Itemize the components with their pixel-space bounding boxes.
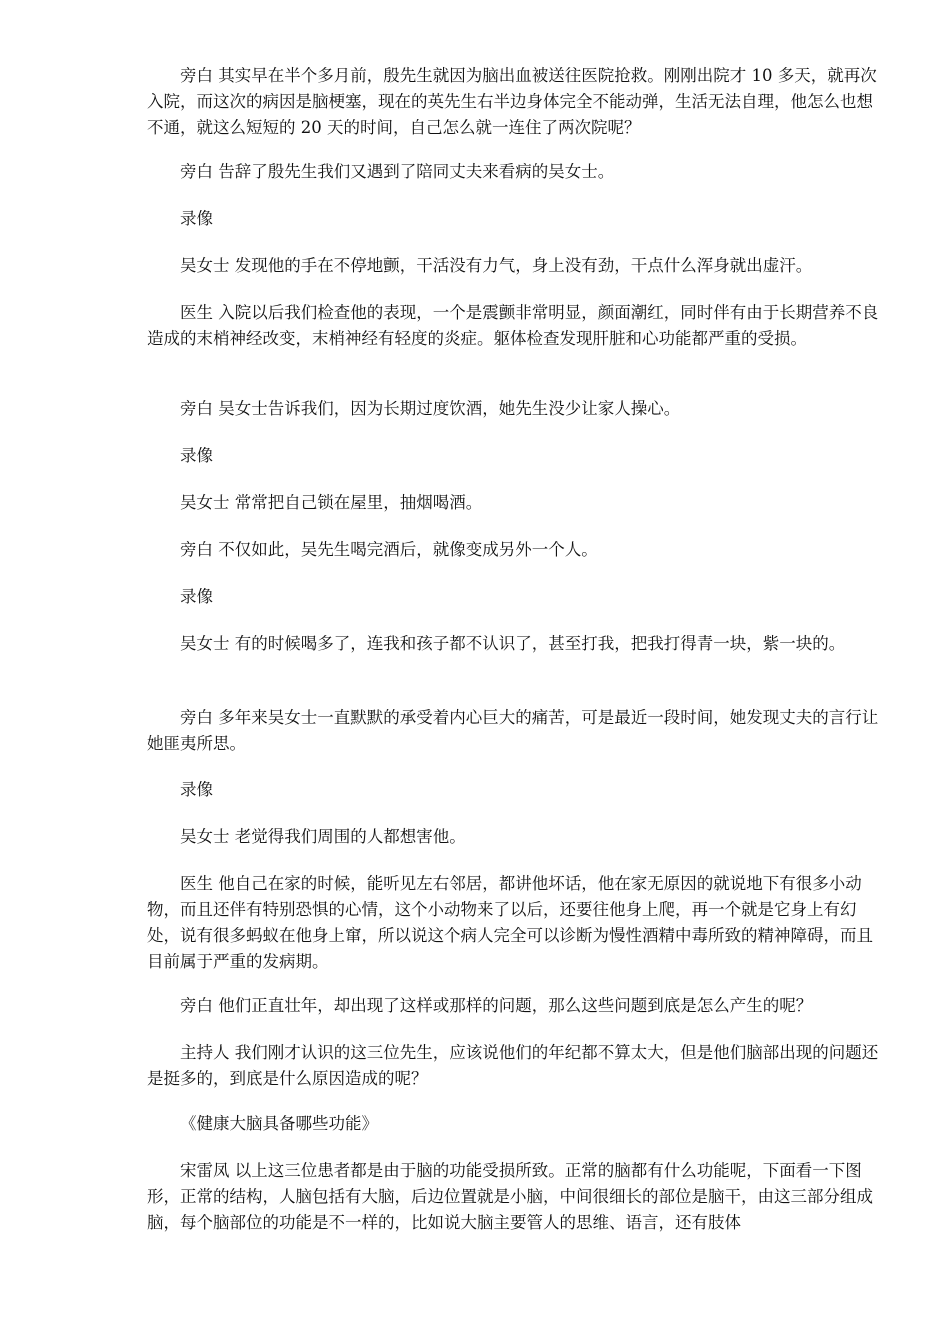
paragraph-narration-2: 旁白 告辞了殷先生我们又遇到了陪同丈夫来看病的吴女士。 xyxy=(180,162,615,181)
paragraph-video-1: 录像 xyxy=(180,209,213,228)
paragraph-video-4: 录像 xyxy=(180,780,213,799)
paragraph-ms-wu-3: 吴女士 有的时候喝多了，连我和孩子都不认识了，甚至打我，把我打得青一块，紫一块的。 xyxy=(180,634,846,653)
paragraph-narration-6: 旁白 他们正直壮年，却出现了这样或那样的问题，那么这些问题到底是怎么产生的呢？ xyxy=(180,996,813,1015)
paragraph-song-leifeng: 宋雷凤 以上这三位患者都是由于脑的功能受损所致。正常的脑都有什么功能呢，下面看一下图形，正常的结构，人脑包括有大脑，后边位置就是小脑，中间很细长的部位是脑干，由这三部分组成脑，每个脑部位的功能是不一样的，比如说大脑主要管人的思维、语言，还有肢体 xyxy=(147,1161,873,1232)
paragraph-narration-4: 旁白 不仅如此，吴先生喝完酒后，就像变成另外一个人。 xyxy=(180,540,598,559)
paragraph-ms-wu-4: 吴女士 老觉得我们周围的人都想害他。 xyxy=(180,827,466,846)
paragraph-host: 主持人 我们刚才认识的这三位先生，应该说他们的年纪都不算太大，但是他们脑部出现的问题还是挺多的，到底是什么原因造成的呢？ xyxy=(147,1043,879,1088)
paragraph-doctor-2: 医生 他自己在家的时候，能听见左右邻居，都讲他坏话，他在家无原因的就说地下有很多小动物，而且还伴有特别恐惧的心情，这个小动物来了以后，还要往他身上爬，再一个就是它身上有幻处，说有很多蚂蚁在他身上窜，所以说这个病人完全可以诊断为慢性酒精中毒所致的精神障碍，而且目前属于严重的发病期。 xyxy=(147,874,873,971)
paragraph-narration-1: 旁白 其实早在半个多月前，殷先生就因为脑出血被送往医院抢救。刚刚出院才 10 多天，就再次入院，而这次的病因是脑梗塞，现在的英先生右半边身体完全不能动弹，生活无法自理，他怎么也想不通，就这么短短的 20 天的时间，自己怎么就一连住了两次院呢？ xyxy=(147,66,877,137)
paragraph-narration-5: 旁白 多年来吴女士一直默默的承受着内心巨大的痛苦，可是最近一段时间，她发现丈夫的言行让她匪夷所思。 xyxy=(147,708,879,753)
paragraph-video-3: 录像 xyxy=(180,587,213,606)
paragraph-video-2: 录像 xyxy=(180,446,213,465)
paragraph-ms-wu-2: 吴女士 常常把自己锁在屋里，抽烟喝酒。 xyxy=(180,493,483,512)
paragraph-narration-3: 旁白 吴女士告诉我们，因为长期过度饮酒，她先生没少让家人操心。 xyxy=(180,399,681,418)
paragraph-ms-wu-1: 吴女士 发现他的手在不停地颤，干活没有力气，身上没有劲，干点什么浑身就出虚汗。 xyxy=(180,256,813,275)
paragraph-doctor-1: 医生 入院以后我们检查他的表现，一个是震颤非常明显，颜面潮红，同时伴有由于长期营养不良造成的末梢神经改变，末梢神经有轻度的炎症。躯体检查发现肝脏和心功能都严重的受损。 xyxy=(147,303,879,348)
paragraph-section-title: 《健康大脑具备哪些功能》 xyxy=(180,1114,378,1133)
